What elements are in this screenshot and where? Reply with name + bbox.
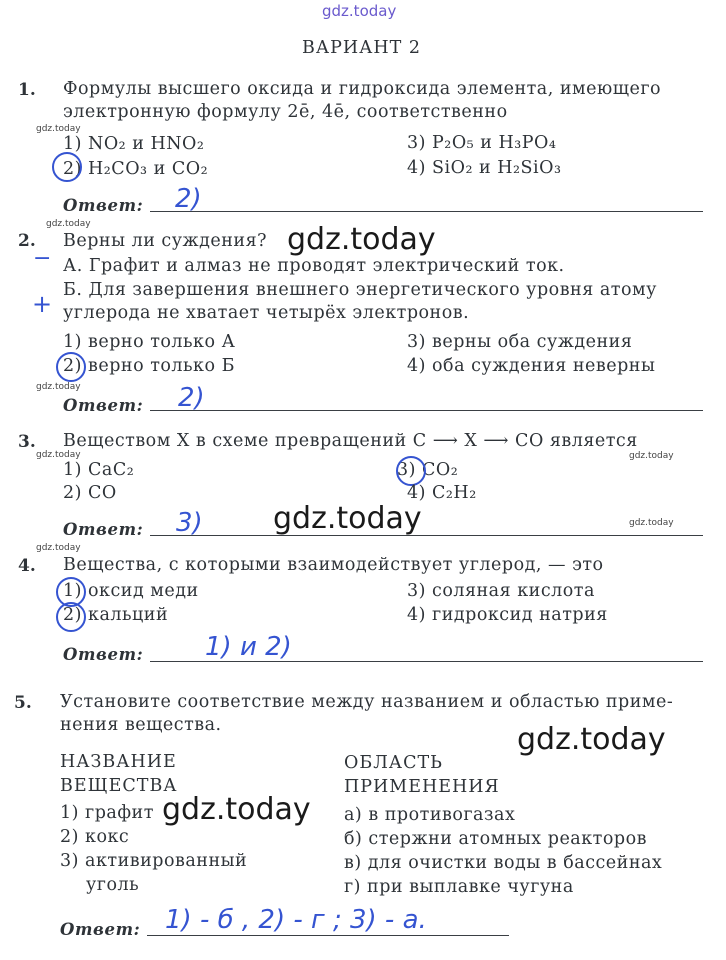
q5-name-1: 1) графит [60,803,154,823]
q5-use-d: г) при выплавке чугуна [344,877,574,897]
answer-line [147,935,509,936]
answer-label: Ответ: [63,396,144,415]
q5-use-b: б) стержни атомных реакторов [344,829,647,849]
q1-option-3: 3) P₂O₅ и H₃PO₄ [407,133,557,153]
q5-col1-heading-line1: НАЗВАНИЕ [60,752,177,772]
watermark-small: gdz.today [36,382,81,392]
q1-number: 1. [18,80,36,100]
watermark-small: gdz.today [629,451,674,461]
watermark-small: gdz.today [36,124,81,134]
watermark-big: gdz.today [162,792,311,827]
q4-option-1: 1) оксид меди [63,581,199,601]
q5-use-a: а) в противогазах [344,805,516,825]
q4-option-4: 4) гидроксид натрия [407,605,608,625]
q2-mark-plus: + [32,290,53,318]
q4-option-2: 2) кальций [63,605,169,625]
site-watermark-top[interactable]: gdz.today [322,2,397,20]
watermark-small: gdz.today [629,518,674,528]
q5-name-3-line2: уголь [86,875,140,895]
q4-circle-mark-2 [56,602,86,632]
watermark-big: gdz.today [517,722,666,757]
q1-option-1: 1) NO₂ и HNO₂ [63,134,205,154]
q5-col2-heading-line2: ПРИМЕНЕНИЯ [344,777,500,797]
q2-option-4: 4) оба суждения неверны [407,356,656,376]
q3-option-3: 3) CO₂ [397,460,459,480]
q5-col2-heading-line1: ОБЛАСТЬ [344,753,443,773]
q4-handwritten-answer: 1) и 2) [205,632,292,662]
q5-col1-heading-line2: ВЕЩЕСТВА [60,776,178,796]
answer-label: Ответ: [63,520,144,539]
q2-handwritten-answer: 2) [178,383,205,413]
q5-use-c: в) для очистки воды в бассейнах [344,853,663,873]
q4-option-3: 3) соляная кислота [407,581,595,601]
q5-number: 5. [14,693,32,713]
q5-name-3-line1: 3) активированный [60,851,248,871]
q3-option-1: 1) CaC₂ [63,460,135,480]
q5-text-line1: Установите соответствие между названием и областью приме- [60,692,674,712]
answer-label: Ответ: [63,645,144,664]
q1-option-2: 2) H₂CO₃ и CO₂ [63,159,209,179]
answer-label: Ответ: [63,196,144,215]
q3-text-line1: Веществом X в схеме превращений C ⟶ X ⟶ CO является [63,431,638,451]
q2-statement-b-line1: Б. Для завершения внешнего энергетического уровня атому [63,280,657,300]
q1-option-4: 4) SiO₂ и H₂SiO₃ [407,158,562,178]
q5-handwritten-answer: 1) - б , 2) - г ; 3) - а. [165,905,427,935]
q3-handwritten-answer: 3) [176,508,203,538]
q2-statement-a: А. Графит и алмаз не проводят электрический ток. [63,256,565,276]
answer-line [150,211,703,212]
q2-option-1: 1) верно только А [63,332,236,352]
answer-label: Ответ: [60,920,141,939]
answer-line [150,410,703,411]
q2-number: 2. [18,231,36,251]
q3-option-4: 4) C₂H₂ [407,483,477,503]
watermark-big: gdz.today [273,501,422,536]
watermark-big: gdz.today [287,222,436,257]
page-title: ВАРИАНТ 2 [302,38,422,58]
q5-text-line2: нения вещества. [60,715,222,735]
q1-handwritten-answer: 2) [175,184,202,214]
q3-number: 3. [18,432,36,452]
watermark-small: gdz.today [46,219,91,229]
q1-text-line2: электронную формулу 2ē, 4ē, соответственно [63,102,508,122]
q2-option-3: 3) верны оба суждения [407,332,633,352]
q5-name-2: 2) кокс [60,827,130,847]
q2-option-2: 2) верно только Б [63,356,235,376]
q4-text-line1: Вещества, с которыми взаимодействует углерод, — это [63,555,604,575]
q2-circle-mark [56,352,86,382]
watermark-small: gdz.today [36,450,81,460]
q1-text-line1: Формулы высшего оксида и гидроксида элемента, имеющего [63,79,662,99]
watermark-small: gdz.today [36,543,81,553]
q4-number: 4. [18,556,36,576]
q1-circle-mark [52,152,82,182]
q2-statement-b-line2: углерода не хватает четырёх электронов. [63,303,470,323]
q2-mark-minus: − [33,246,52,271]
answer-line [150,535,703,536]
q2-text-line1: Верны ли суждения? [63,231,267,251]
q3-option-2: 2) CO [63,483,117,503]
